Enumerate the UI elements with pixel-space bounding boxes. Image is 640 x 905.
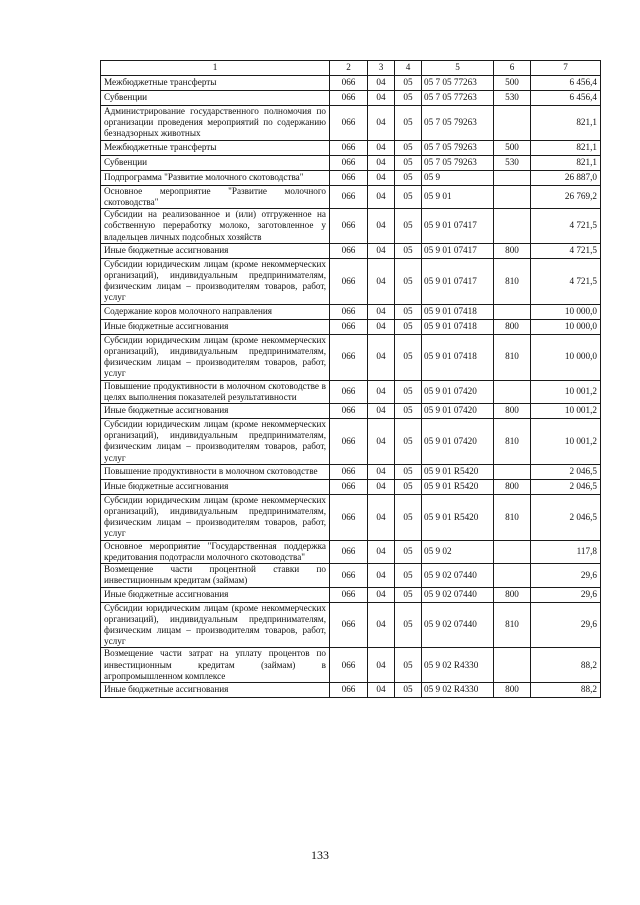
- table-row: [101, 304, 601, 319]
- subsection-code: 05: [395, 334, 422, 380]
- ministry-code: 066: [330, 319, 368, 334]
- subsection-code: 05: [395, 319, 422, 334]
- subsection-code: 05: [395, 564, 422, 587]
- subsection-code: 05: [395, 170, 422, 185]
- ministry-code: 066: [330, 418, 368, 464]
- section-code: 04: [368, 540, 395, 563]
- row-name: Повышение продуктивности в молочном скотоводстве: [101, 464, 330, 479]
- table-row: [101, 648, 601, 683]
- page-number: 133: [311, 848, 329, 862]
- row-name: Администрирование государственного полномочия по организации проведения мероприятий по содержанию безнадзорных животных: [101, 106, 330, 141]
- section-code: 04: [368, 91, 395, 106]
- target-article-code: 05 9 02: [422, 540, 494, 563]
- target-article-code: 05 9 01 R5420: [422, 464, 494, 479]
- budget-table: [100, 60, 601, 698]
- expense-type-code: 800: [494, 683, 531, 698]
- row-name: Субсидии юридическим лицам (кроме некоммерческих организаций), индивидуальным предпринимателям, физическим лицам – производителям товаров, работ, услуг: [101, 334, 330, 380]
- table-row: [101, 683, 601, 698]
- expense-type-code: 500: [494, 76, 531, 91]
- expense-type-code: 800: [494, 479, 531, 494]
- amount: 2 046,5: [531, 464, 601, 479]
- target-article-code: 05 9 01 R5420: [422, 494, 494, 540]
- section-code: 04: [368, 418, 395, 464]
- row-name: Межбюджетные трансферты: [101, 140, 330, 155]
- expense-type-code: 800: [494, 319, 531, 334]
- target-article-code: 05 7 05 79263: [422, 155, 494, 170]
- subsection-code: 05: [395, 76, 422, 91]
- table-row: [101, 106, 601, 141]
- row-name: Субвенции: [101, 91, 330, 106]
- ministry-code: 066: [330, 243, 368, 258]
- expense-type-code: [494, 380, 531, 403]
- amount: 821,1: [531, 140, 601, 155]
- ministry-code: 066: [330, 140, 368, 155]
- amount: 10 001,2: [531, 380, 601, 403]
- target-article-code: 05 9 01 07417: [422, 243, 494, 258]
- column-header: 7: [531, 61, 601, 76]
- row-name: Основное мероприятие "Развитие молочного скотоводства": [101, 185, 330, 208]
- expense-type-code: 800: [494, 243, 531, 258]
- table-row: [101, 170, 601, 185]
- subsection-code: 05: [395, 540, 422, 563]
- subsection-code: 05: [395, 418, 422, 464]
- subsection-code: 05: [395, 106, 422, 141]
- subsection-code: 05: [395, 155, 422, 170]
- ministry-code: 066: [330, 334, 368, 380]
- column-header: 5: [422, 61, 494, 76]
- subsection-code: 05: [395, 403, 422, 418]
- section-code: 04: [368, 587, 395, 602]
- target-article-code: 05 9 01 07417: [422, 209, 494, 244]
- target-article-code: 05 9 01 R5420: [422, 479, 494, 494]
- column-header: 1: [101, 61, 330, 76]
- row-name: Иные бюджетные ассигнования: [101, 319, 330, 334]
- target-article-code: 05 9 01 07418: [422, 334, 494, 380]
- table-row: [101, 319, 601, 334]
- section-code: 04: [368, 319, 395, 334]
- table-row: [101, 494, 601, 540]
- column-header: 3: [368, 61, 395, 76]
- section-code: 04: [368, 304, 395, 319]
- table-row: [101, 258, 601, 304]
- section-code: 04: [368, 209, 395, 244]
- table-row: [101, 155, 601, 170]
- target-article-code: 05 7 05 77263: [422, 91, 494, 106]
- amount: 2 046,5: [531, 494, 601, 540]
- target-article-code: 05 9 01: [422, 185, 494, 208]
- amount: 4 721,5: [531, 209, 601, 244]
- expense-type-code: [494, 564, 531, 587]
- amount: 821,1: [531, 106, 601, 141]
- column-header: 6: [494, 61, 531, 76]
- table-row: [101, 140, 601, 155]
- section-code: 04: [368, 494, 395, 540]
- section-code: 04: [368, 258, 395, 304]
- row-name: Иные бюджетные ассигнования: [101, 403, 330, 418]
- target-article-code: 05 7 05 77263: [422, 76, 494, 91]
- target-article-code: 05 9 02 07440: [422, 587, 494, 602]
- expense-type-code: [494, 106, 531, 141]
- subsection-code: 05: [395, 587, 422, 602]
- target-article-code: 05 9 01 07420: [422, 418, 494, 464]
- ministry-code: 066: [330, 155, 368, 170]
- ministry-code: 066: [330, 479, 368, 494]
- table-row: [101, 418, 601, 464]
- expense-type-code: [494, 170, 531, 185]
- subsection-code: 05: [395, 683, 422, 698]
- target-article-code: 05 9 02 07440: [422, 564, 494, 587]
- section-code: 04: [368, 683, 395, 698]
- table-row: [101, 540, 601, 563]
- ministry-code: 066: [330, 564, 368, 587]
- ministry-code: 066: [330, 380, 368, 403]
- subsection-code: 05: [395, 494, 422, 540]
- table-row: [101, 464, 601, 479]
- table-row: [101, 185, 601, 208]
- row-name: Субсидии юридическим лицам (кроме некоммерческих организаций), индивидуальным предпринимателям, физическим лицам – производителям товаров, работ, услуг: [101, 602, 330, 648]
- target-article-code: 05 9 02 R4330: [422, 648, 494, 683]
- amount: 6 456,4: [531, 91, 601, 106]
- subsection-code: 05: [395, 479, 422, 494]
- expense-type-code: [494, 185, 531, 208]
- expense-type-code: 810: [494, 258, 531, 304]
- target-article-code: 05 9 01 07418: [422, 319, 494, 334]
- row-name: Подпрограмма "Развитие молочного скотоводства": [101, 170, 330, 185]
- ministry-code: 066: [330, 403, 368, 418]
- row-name: Субсидии юридическим лицам (кроме некоммерческих организаций), индивидуальным предпринимателям, физическим лицам – производителям товаров, работ, услуг: [101, 494, 330, 540]
- ministry-code: 066: [330, 494, 368, 540]
- ministry-code: 066: [330, 540, 368, 563]
- section-code: 04: [368, 479, 395, 494]
- amount: 6 456,4: [531, 76, 601, 91]
- section-code: 04: [368, 106, 395, 141]
- subsection-code: 05: [395, 304, 422, 319]
- section-code: 04: [368, 334, 395, 380]
- ministry-code: 066: [330, 170, 368, 185]
- amount: 29,6: [531, 602, 601, 648]
- subsection-code: 05: [395, 243, 422, 258]
- section-code: 04: [368, 380, 395, 403]
- row-name: Иные бюджетные ассигнования: [101, 479, 330, 494]
- expense-type-code: [494, 304, 531, 319]
- subsection-code: 05: [395, 464, 422, 479]
- table-body: [101, 76, 601, 698]
- amount: 10 000,0: [531, 334, 601, 380]
- target-article-code: 05 9 01 07420: [422, 403, 494, 418]
- ministry-code: 066: [330, 304, 368, 319]
- ministry-code: 066: [330, 602, 368, 648]
- table-row: [101, 334, 601, 380]
- amount: 10 001,2: [531, 418, 601, 464]
- row-name: Субсидии юридическим лицам (кроме некоммерческих организаций), индивидуальным предпринимателям, физическим лицам – производителям товаров, работ, услуг: [101, 418, 330, 464]
- subsection-code: 05: [395, 602, 422, 648]
- ministry-code: 066: [330, 587, 368, 602]
- row-name: Субвенции: [101, 155, 330, 170]
- subsection-code: 05: [395, 648, 422, 683]
- expense-type-code: 810: [494, 494, 531, 540]
- subsection-code: 05: [395, 91, 422, 106]
- ministry-code: 066: [330, 209, 368, 244]
- expense-type-code: 800: [494, 403, 531, 418]
- ministry-code: 066: [330, 106, 368, 141]
- row-name: Возмещение части затрат на уплату процентов по инвестиционным кредитам (займам) в агропромышленном комплексе: [101, 648, 330, 683]
- amount: 29,6: [531, 564, 601, 587]
- section-code: 04: [368, 648, 395, 683]
- row-name: Иные бюджетные ассигнования: [101, 243, 330, 258]
- section-code: 04: [368, 464, 395, 479]
- ministry-code: 066: [330, 91, 368, 106]
- amount: 26 769,2: [531, 185, 601, 208]
- amount: 26 887,0: [531, 170, 601, 185]
- ministry-code: 066: [330, 76, 368, 91]
- table-row: [101, 602, 601, 648]
- amount: 29,6: [531, 587, 601, 602]
- subsection-code: 05: [395, 140, 422, 155]
- row-name: Субсидии юридическим лицам (кроме некоммерческих организаций), индивидуальным предпринимателям, физическим лицам – производителям товаров, работ, услуг: [101, 258, 330, 304]
- row-name: Субсидии на реализованное и (или) отгруженное на собственную переработку молоко, заготовленное у владельцев личных подсобных хозяйств: [101, 209, 330, 244]
- amount: 2 046,5: [531, 479, 601, 494]
- row-name: Повышение продуктивности в молочном скотоводстве в целях выполнения показателей результативности: [101, 380, 330, 403]
- expense-type-code: [494, 464, 531, 479]
- column-header: 4: [395, 61, 422, 76]
- row-name: Межбюджетные трансферты: [101, 76, 330, 91]
- section-code: 04: [368, 243, 395, 258]
- expense-type-code: 810: [494, 418, 531, 464]
- target-article-code: 05 9 01 07417: [422, 258, 494, 304]
- expense-type-code: 530: [494, 155, 531, 170]
- table-row: [101, 587, 601, 602]
- table-row: [101, 91, 601, 106]
- row-name: Иные бюджетные ассигнования: [101, 683, 330, 698]
- amount: 10 001,2: [531, 403, 601, 418]
- table-row: [101, 403, 601, 418]
- amount: 4 721,5: [531, 258, 601, 304]
- target-article-code: 05 9 01 07418: [422, 304, 494, 319]
- table-row: [101, 209, 601, 244]
- amount: 88,2: [531, 648, 601, 683]
- section-code: 04: [368, 564, 395, 587]
- ministry-code: 066: [330, 464, 368, 479]
- table-row: [101, 479, 601, 494]
- expense-type-code: 530: [494, 91, 531, 106]
- section-code: 04: [368, 76, 395, 91]
- amount: 10 000,0: [531, 319, 601, 334]
- expense-type-code: 500: [494, 140, 531, 155]
- section-code: 04: [368, 185, 395, 208]
- section-code: 04: [368, 403, 395, 418]
- expense-type-code: [494, 209, 531, 244]
- amount: 117,8: [531, 540, 601, 563]
- expense-type-code: [494, 648, 531, 683]
- target-article-code: 05 9: [422, 170, 494, 185]
- subsection-code: 05: [395, 380, 422, 403]
- table-row: [101, 76, 601, 91]
- amount: 88,2: [531, 683, 601, 698]
- subsection-code: 05: [395, 258, 422, 304]
- subsection-code: 05: [395, 209, 422, 244]
- section-code: 04: [368, 602, 395, 648]
- target-article-code: 05 9 02 07440: [422, 602, 494, 648]
- target-article-code: 05 7 05 79263: [422, 140, 494, 155]
- ministry-code: 066: [330, 258, 368, 304]
- table-header-row: [101, 61, 601, 76]
- ministry-code: 066: [330, 648, 368, 683]
- expense-type-code: 810: [494, 334, 531, 380]
- ministry-code: 066: [330, 185, 368, 208]
- row-name: Иные бюджетные ассигнования: [101, 587, 330, 602]
- target-article-code: 05 9 01 07420: [422, 380, 494, 403]
- expense-type-code: 810: [494, 602, 531, 648]
- target-article-code: 05 7 05 79263: [422, 106, 494, 141]
- column-header: 2: [330, 61, 368, 76]
- amount: 10 000,0: [531, 304, 601, 319]
- target-article-code: 05 9 02 R4330: [422, 683, 494, 698]
- table-row: [101, 243, 601, 258]
- section-code: 04: [368, 140, 395, 155]
- row-name: Основное мероприятие "Государственная поддержка кредитования подотрасли молочного скотоводства": [101, 540, 330, 563]
- table-row: [101, 564, 601, 587]
- table-row: [101, 380, 601, 403]
- expense-type-code: [494, 540, 531, 563]
- row-name: Содержание коров молочного направления: [101, 304, 330, 319]
- amount: 821,1: [531, 155, 601, 170]
- section-code: 04: [368, 170, 395, 185]
- expense-type-code: 800: [494, 587, 531, 602]
- ministry-code: 066: [330, 683, 368, 698]
- row-name: Возмещение части процентной ставки по инвестиционным кредитам (займам): [101, 564, 330, 587]
- amount: 4 721,5: [531, 243, 601, 258]
- section-code: 04: [368, 155, 395, 170]
- subsection-code: 05: [395, 185, 422, 208]
